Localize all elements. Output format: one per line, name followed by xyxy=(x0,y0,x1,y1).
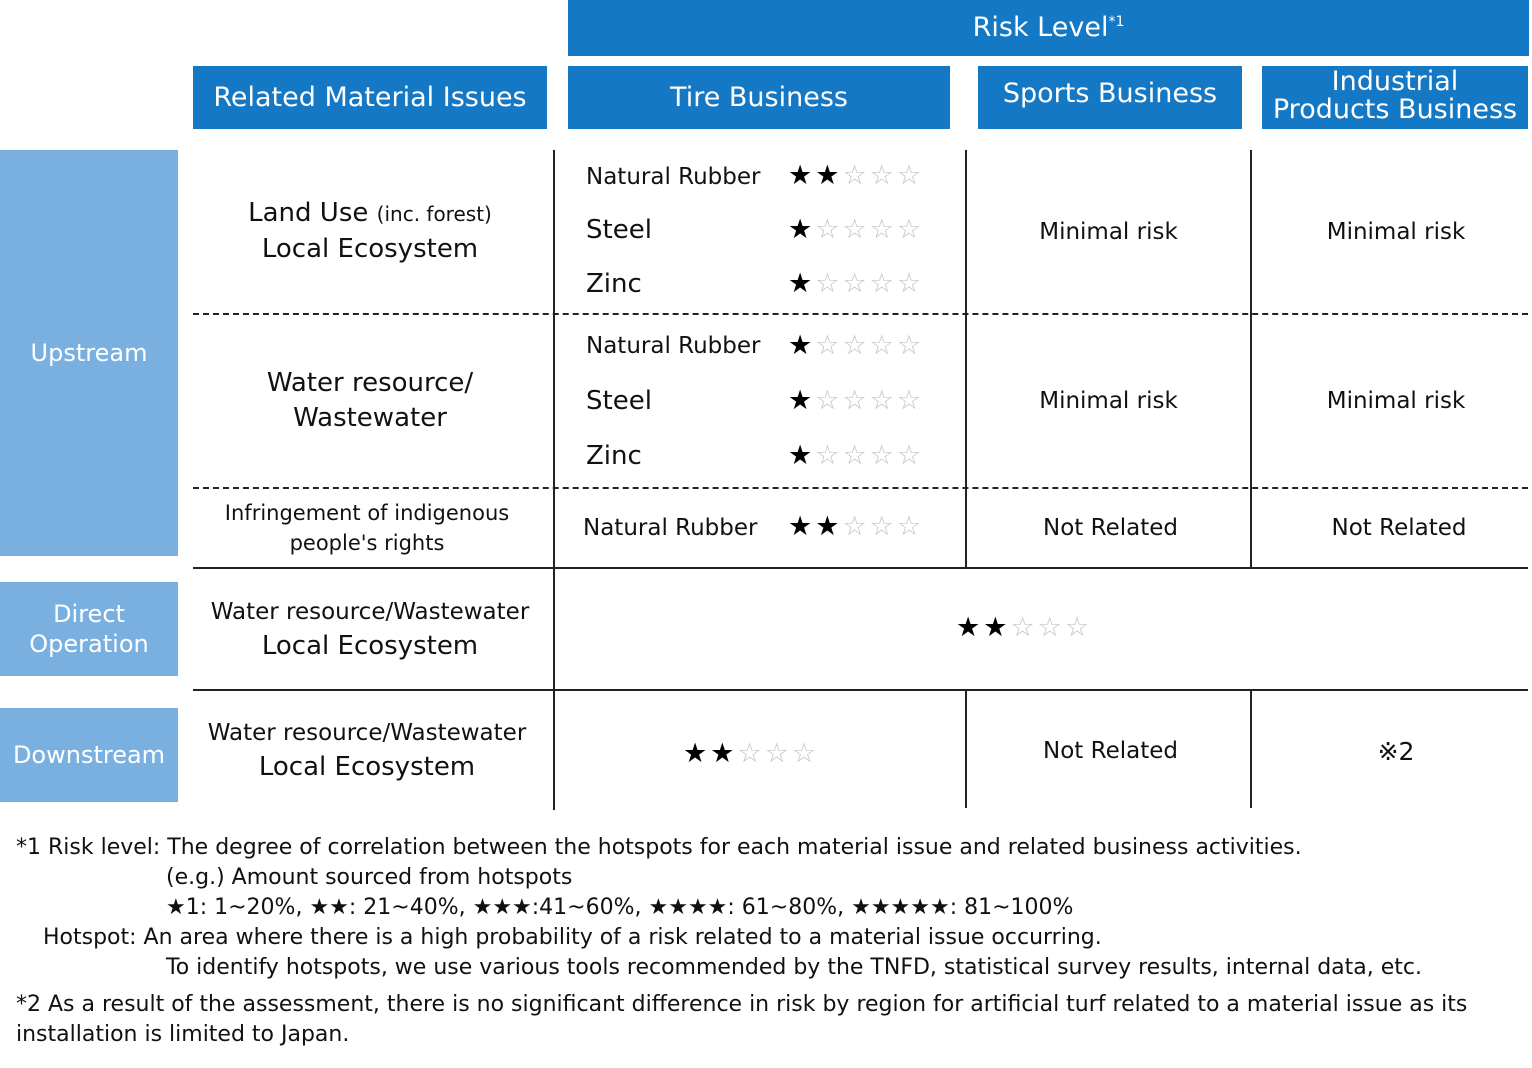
issue-direct-operation xyxy=(193,570,547,689)
star-rating xyxy=(788,269,924,299)
star-filled-icon: ★ xyxy=(956,612,984,643)
star-empty-icon: ☆ xyxy=(896,330,925,361)
indigenous-line1: Infringement of indigenous xyxy=(224,501,510,525)
star-empty-icon: ☆ xyxy=(842,214,870,245)
material-label: Steel xyxy=(586,215,652,245)
star-empty-icon: ☆ xyxy=(869,385,897,416)
industrial-label-line1: Industrial xyxy=(1331,65,1459,97)
star-filled-icon: ★ xyxy=(815,160,843,191)
star-empty-icon: ☆ xyxy=(1010,612,1038,643)
material-label: Natural Rubber xyxy=(586,333,761,359)
related-issues-header xyxy=(193,66,547,129)
upstream-label: Upstream xyxy=(30,339,148,367)
downstream-issue-line2: Local Ecosystem xyxy=(258,752,476,782)
material-label: Natural Rubber xyxy=(583,515,758,541)
star-empty-icon: ☆ xyxy=(869,214,897,245)
star-filled-icon: ★ xyxy=(788,214,816,245)
star-empty-icon: ☆ xyxy=(842,385,870,416)
star-filled-icon: ★ xyxy=(815,511,843,542)
star-empty-icon: ☆ xyxy=(896,214,925,245)
related-issues-label: Related Material Issues xyxy=(213,81,527,113)
star-empty-icon: ☆ xyxy=(791,738,820,769)
upstream-stage xyxy=(0,150,178,556)
star-filled-icon: ★ xyxy=(788,268,816,299)
material-label: Zinc xyxy=(586,269,642,299)
footnote-hotspot-tools: To identify hotspots, we use various tools recommended by the TNFD, statistical survey results, internal data, etc. xyxy=(166,955,1422,980)
sports-business-label: Sports Business xyxy=(1002,77,1218,109)
indigenous-line2: people's rights xyxy=(289,531,445,555)
star-empty-icon: ☆ xyxy=(869,330,897,361)
issue-land-use xyxy=(193,150,547,313)
star-empty-icon: ☆ xyxy=(842,511,870,542)
water-line1: Water resource/ xyxy=(266,368,474,398)
material-label: Natural Rubber xyxy=(586,164,761,190)
industrial-business-header xyxy=(1262,66,1528,129)
star-filled-icon: ★ xyxy=(683,738,711,769)
industrial-water-value: Minimal risk xyxy=(1326,388,1466,414)
issue-water-resource xyxy=(193,315,547,487)
star-empty-icon: ☆ xyxy=(764,738,792,769)
issue-downstream xyxy=(187,692,547,810)
land-use-title: Land Use xyxy=(248,198,369,228)
risk-level-note: *1 xyxy=(1108,14,1125,30)
direct-label-line2: Operation xyxy=(29,630,149,658)
star-rating xyxy=(788,386,924,416)
tire-business-header xyxy=(568,66,950,129)
star-filled-icon: ★ xyxy=(788,160,816,191)
sports-business-header xyxy=(978,66,1242,129)
star-empty-icon: ☆ xyxy=(869,440,897,471)
star-empty-icon: ☆ xyxy=(1037,612,1065,643)
star-filled-icon: ★ xyxy=(788,440,816,471)
issue-indigenous-rights xyxy=(187,489,547,567)
star-empty-icon: ☆ xyxy=(869,268,897,299)
star-rating xyxy=(788,441,924,471)
downstream-stage xyxy=(0,708,178,802)
industrial-label-line2: Products Business xyxy=(1272,93,1518,125)
star-empty-icon: ☆ xyxy=(842,268,870,299)
star-empty-icon: ☆ xyxy=(896,160,925,191)
industrial-indigenous-value: Not Related xyxy=(1331,515,1467,541)
downstream-label: Downstream xyxy=(12,741,166,769)
star-empty-icon: ☆ xyxy=(896,511,925,542)
star-filled-icon: ★ xyxy=(788,385,816,416)
sports-indigenous-value: Not Related xyxy=(1043,515,1178,541)
grid-solid-1 xyxy=(193,567,1528,569)
tire-business-label: Tire Business xyxy=(670,81,848,113)
star-empty-icon: ☆ xyxy=(815,330,843,361)
industrial-downstream-value: ※2 xyxy=(1377,736,1415,766)
industrial-land-use-value: Minimal risk xyxy=(1326,218,1466,245)
land-use-note: (inc. forest) xyxy=(376,202,492,226)
star-empty-icon: ☆ xyxy=(842,440,870,471)
footnote-1-scale: ★1: 1~20%, ★★: 21~40%, ★★★:41~60%, ★★★★: 61~80%, ★★★★★: 81~100% xyxy=(166,895,1074,920)
star-empty-icon: ☆ xyxy=(815,214,843,245)
star-filled-icon: ★ xyxy=(788,511,816,542)
star-empty-icon: ☆ xyxy=(815,268,843,299)
grid-solid-2 xyxy=(193,689,1528,691)
direct-label-line1: Direct xyxy=(53,600,125,628)
water-line2: Wastewater xyxy=(293,403,447,433)
star-rating xyxy=(788,331,924,361)
star-empty-icon: ☆ xyxy=(896,440,925,471)
star-rating xyxy=(788,215,924,245)
land-use-subtitle: Local Ecosystem xyxy=(261,234,479,264)
sports-water-value: Minimal risk xyxy=(1039,388,1178,414)
footnote-1: *1 Risk level: The degree of correlation between the hotspots for each material issue and related business activities. xyxy=(16,835,1302,860)
star-rating xyxy=(788,161,924,191)
sports-land-use-value: Minimal risk xyxy=(1039,218,1178,245)
star-filled-icon: ★ xyxy=(788,330,816,361)
star-empty-icon: ☆ xyxy=(737,738,765,769)
star-empty-icon: ☆ xyxy=(896,385,925,416)
footnote-2-line2: installation is limited to Japan. xyxy=(16,1022,350,1047)
star-rating xyxy=(683,739,819,769)
direct-issue-line2: Local Ecosystem xyxy=(261,630,479,661)
direct-operation-stage xyxy=(0,582,178,676)
star-rating xyxy=(956,613,1092,643)
grid-vline-issues xyxy=(553,150,555,810)
risk-level-header xyxy=(568,0,1529,56)
footnote-hotspot: Hotspot: An area where there is a high probability of a risk related to a material issue occurring. xyxy=(43,925,1102,950)
star-empty-icon: ☆ xyxy=(842,160,870,191)
star-empty-icon: ☆ xyxy=(815,385,843,416)
risk-level-label: Risk Level xyxy=(972,12,1109,43)
star-empty-icon: ☆ xyxy=(815,440,843,471)
star-filled-icon: ★ xyxy=(983,612,1011,643)
star-empty-icon: ☆ xyxy=(869,160,897,191)
star-empty-icon: ☆ xyxy=(1064,612,1093,643)
star-filled-icon: ★ xyxy=(710,738,738,769)
material-label: Steel xyxy=(586,386,652,416)
star-empty-icon: ☆ xyxy=(842,330,870,361)
direct-issue-line1: Water resource/Wastewater xyxy=(210,598,530,625)
star-rating xyxy=(788,512,924,542)
downstream-issue-line1: Water resource/Wastewater xyxy=(207,720,527,746)
footnote-2-line1: *2 As a result of the assessment, there is no significant difference in risk by region for artificial turf related to a material issue as its xyxy=(16,992,1468,1017)
sports-downstream-value: Not Related xyxy=(1043,738,1178,764)
star-empty-icon: ☆ xyxy=(869,511,897,542)
star-empty-icon: ☆ xyxy=(896,268,925,299)
material-label: Zinc xyxy=(586,441,642,471)
footnote-1-example: (e.g.) Amount sourced from hotspots xyxy=(166,865,573,890)
